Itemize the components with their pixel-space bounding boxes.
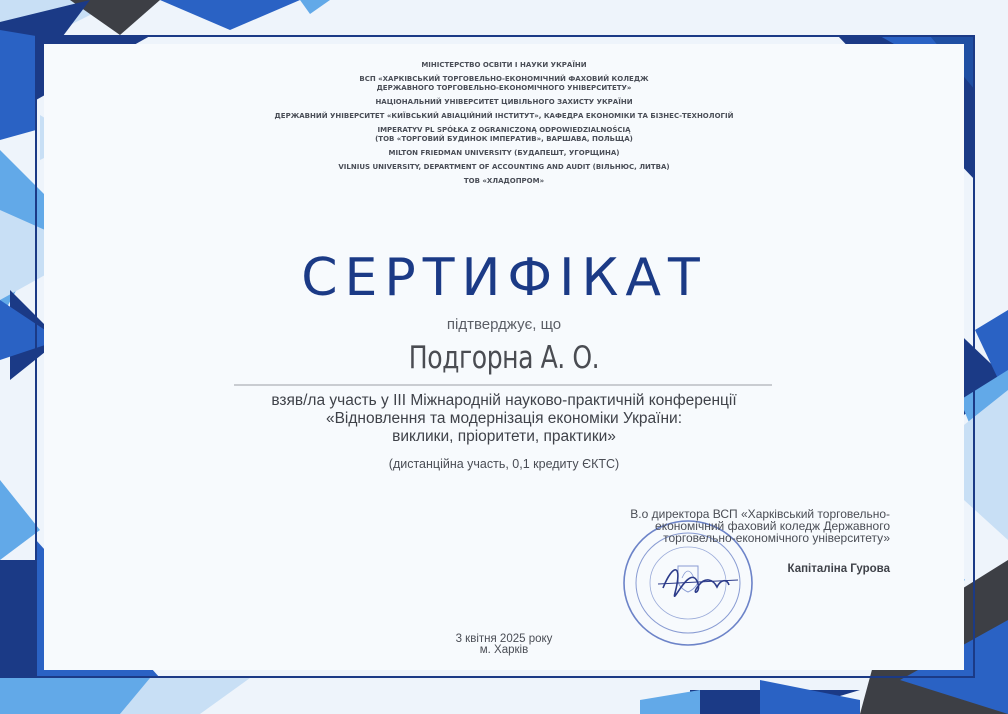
participation-text: взяв/ла участь у ІІІ Міжнародній науково-практичній конференції «Відновлення та модернізація економіки України: виклики, пріоритети, практики» bbox=[271, 392, 737, 445]
org-line: IMPERATYV PL SPÓŁKA Z OGRANICZONĄ ODPOWIEDZIALNOŚCIĄ (ТОВ «ТОРГОВИЙ БУДИНОК ІМПЕРАТИВ», ВАРШАВА, ПОЛЬЩА) bbox=[375, 126, 633, 143]
participation-note: (дистанційна участь, 0,1 кредиту ЄКТС) bbox=[388, 457, 620, 471]
name-underline bbox=[234, 384, 772, 386]
confirms-text: підтверджує, що bbox=[446, 316, 562, 333]
date-place: 3 квітня 2025 року м. Харків bbox=[455, 633, 553, 656]
org-line: ДЕРЖАВНИЙ УНІВЕРСИТЕТ «КИЇВСЬКИЙ АВІАЦІЙНИЙ ІНСТИТУТ», КАФЕДРА ЕКОНОМІКИ ТА БІЗНЕС-ТЕХНОЛОГІЙ bbox=[274, 112, 734, 120]
org-line: НАЦІОНАЛЬНИЙ УНІВЕРСИТЕТ ЦИВІЛЬНОГО ЗАХИСТУ УКРАЇНИ bbox=[375, 98, 633, 106]
signatory-name: Капіталіна Гурова bbox=[787, 563, 890, 575]
certificate-title: СЕРТИФІКАТ bbox=[301, 248, 707, 308]
recipient-name: Подгорна А. О. bbox=[408, 340, 600, 376]
org-line: ТОВ «ХЛАДОПРОМ» bbox=[463, 177, 545, 185]
organizations-list bbox=[240, 61, 768, 191]
org-line: МІНІСТЕРСТВО ОСВІТИ І НАУКИ УКРАЇНИ bbox=[421, 61, 587, 69]
org-line: MILTON FRIEDMAN UNIVERSITY (БУДАПЕШТ, УГОРЩИНА) bbox=[388, 149, 620, 157]
org-line: VILNIUS UNIVERSITY, DEPARTMENT OF ACCOUNTING AND AUDIT (ВІЛЬНЮС, ЛИТВА) bbox=[338, 163, 670, 171]
signatory-role: В.о директора ВСП «Харківський торговельно- економічний фаховий коледж Державного торговельно-економічного університету» bbox=[630, 507, 890, 545]
org-line: ВСП «ХАРКІВСЬКИЙ ТОРГОВЕЛЬНО-ЕКОНОМІЧНИЙ ФАХОВИЙ КОЛЕДЖ ДЕРЖАВНОГО ТОРГОВЕЛЬНО-ЕКОНОМІЧНОГО УНІВЕРСИТЕТУ» bbox=[359, 75, 649, 92]
